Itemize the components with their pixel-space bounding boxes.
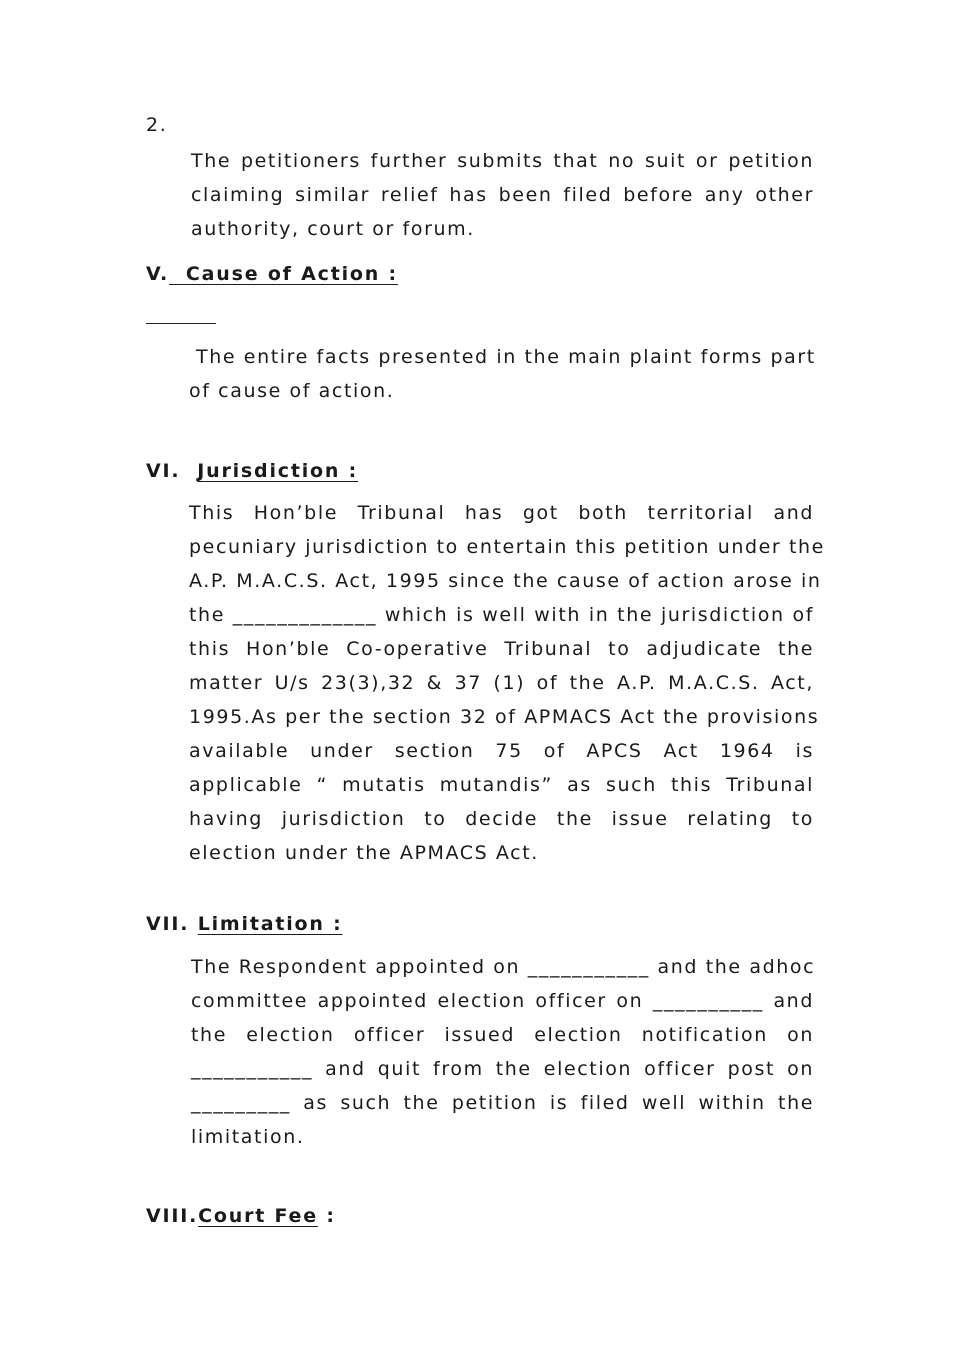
- separator-line: [146, 323, 216, 324]
- paragraph-line: _________ as such the petition is filed well within the: [191, 1092, 814, 1114]
- item-number: 2.: [146, 114, 168, 136]
- paragraph-line: election under the APMACS Act.: [189, 842, 539, 864]
- section-colon: :: [317, 1205, 336, 1227]
- section-title: Cause of Action :: [185, 263, 398, 285]
- paragraph-line: available under section 75 of APCS Act 1964 is: [189, 740, 814, 762]
- section-title: Jurisdiction :: [197, 460, 359, 482]
- paragraph-line: applicable “ mutatis mutandis” as such this Tribunal: [189, 774, 814, 796]
- paragraph-cause-of-action: [189, 340, 814, 408]
- paragraph-line: committee appointed election officer on __________ and: [191, 990, 814, 1012]
- paragraph-line: This Hon’ble Tribunal has got both territorial and: [189, 502, 814, 524]
- section-vi-heading: [146, 460, 358, 482]
- paragraph-no-suit: [191, 144, 814, 246]
- paragraph-line: The petitioners further submits that no suit or petition: [191, 150, 814, 172]
- paragraph-line: authority, court or forum.: [191, 218, 475, 240]
- paragraph-line: the _____________ which is well with in the jurisdiction of: [189, 604, 814, 626]
- section-title: Court Fee: [198, 1205, 318, 1227]
- paragraph-line: having jurisdiction to decide the issue relating to: [189, 808, 814, 830]
- paragraph-line: The Respondent appointed on ___________ and the adhoc: [191, 956, 816, 978]
- paragraph-line: claiming similar relief has been filed before any other: [191, 184, 814, 206]
- section-numeral: VIII.: [146, 1205, 199, 1227]
- section-viii-heading: [146, 1205, 336, 1227]
- section-v-heading: [146, 263, 398, 285]
- paragraph-line: pecuniary jurisdiction to entertain this petition under the: [189, 536, 825, 558]
- paragraph-jurisdiction: [189, 496, 825, 870]
- section-title: Limitation :: [197, 913, 343, 935]
- paragraph-line: ___________ and quit from the election officer post on: [191, 1058, 814, 1080]
- section-numeral: V.: [146, 263, 170, 285]
- section-vii-heading: [146, 913, 343, 935]
- paragraph-line: this Hon’ble Co-operative Tribunal to adjudicate the: [189, 638, 814, 660]
- paragraph-limitation: [191, 950, 814, 1154]
- paragraph-line: matter U/s 23(3),32 & 37 (1) of the A.P. M.A.C.S. Act,: [189, 672, 814, 694]
- section-numeral: VI.: [146, 460, 181, 482]
- paragraph-line: of cause of action.: [189, 380, 395, 402]
- paragraph-line: the election officer issued election notification on: [191, 1024, 814, 1046]
- paragraph-line: The entire facts presented in the main plaint forms part: [196, 346, 816, 368]
- paragraph-line: limitation.: [191, 1126, 305, 1148]
- paragraph-line: A.P. M.A.C.S. Act, 1995 since the cause of action arose in: [189, 570, 822, 592]
- paragraph-line: 1995.As per the section 32 of APMACS Act the provisions: [189, 706, 820, 728]
- section-numeral: VII.: [146, 913, 190, 935]
